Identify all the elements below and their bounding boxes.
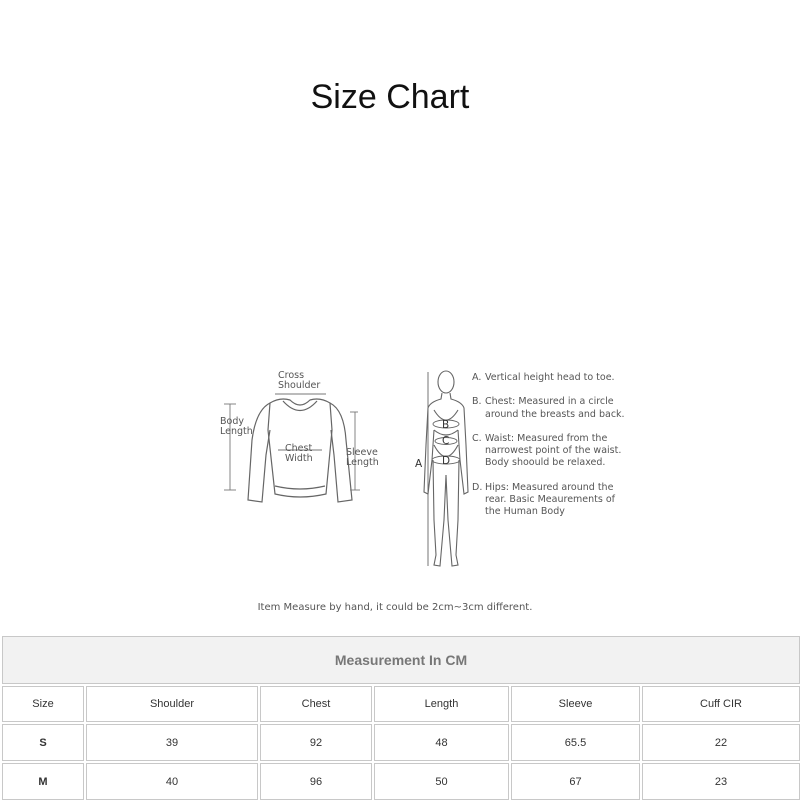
cross-shoulder-label-2: Shoulder xyxy=(278,380,321,391)
chest-width-label-1: Chest xyxy=(285,443,313,454)
sleeve-length-label-2: Length xyxy=(346,457,379,468)
definition-b xyxy=(472,396,632,421)
cell-chest: 96 xyxy=(260,763,372,800)
cell-length: 50 xyxy=(374,763,509,800)
chest-width-label-2: Width xyxy=(285,453,313,464)
page-title: Size Chart xyxy=(310,78,470,116)
letter-b: B xyxy=(442,419,450,431)
definition-text: Chest: Measured in a circle around the breasts and back. xyxy=(485,396,625,420)
cell-shoulder: 39 xyxy=(86,724,258,761)
definition-text: Vertical height head to toe. xyxy=(485,372,615,383)
cell-sleeve: 65.5 xyxy=(511,724,640,761)
measure-note: Item Measure by hand, it could be 2cm~3cm different. xyxy=(257,602,533,613)
cell-cuff-cir: 23 xyxy=(642,763,800,800)
table-row xyxy=(2,763,800,800)
header-sleeve: Sleeve xyxy=(511,686,640,722)
definition-c xyxy=(472,433,632,470)
table-row xyxy=(2,724,800,761)
definition-a xyxy=(472,372,632,384)
cell-cuff-cir: 22 xyxy=(642,724,800,761)
cell-length: 48 xyxy=(374,724,509,761)
cell-size: S xyxy=(2,724,84,761)
cell-size: M xyxy=(2,763,84,800)
definition-letter: D. xyxy=(472,481,483,493)
letter-d: D xyxy=(442,455,451,467)
definition-text: Hips: Measured around the rear. Basic Meaurements of the Human Body xyxy=(485,481,616,518)
header-length: Length xyxy=(374,686,509,722)
definition-letter: B. xyxy=(472,396,482,408)
cross-shoulder-label-1: Cross xyxy=(278,370,305,381)
body-length-label-2: Length xyxy=(220,426,253,437)
header-cuff-cir: Cuff CIR xyxy=(642,686,800,722)
cell-sleeve: 67 xyxy=(511,763,640,800)
cell-shoulder: 40 xyxy=(86,763,258,800)
definition-text: Waist: Measured from the narrowest point of the waist. Body shoould be relaxed. xyxy=(485,432,622,469)
definition-letter: A. xyxy=(472,372,482,383)
header-chest: Chest xyxy=(260,686,372,722)
letter-c: C xyxy=(442,435,450,447)
table-caption: Measurement In CM xyxy=(2,636,800,684)
body-length-label-1: Body xyxy=(220,416,244,427)
measurement-definitions xyxy=(472,372,632,531)
letter-a: A xyxy=(415,458,423,470)
header-size: Size xyxy=(2,686,84,722)
table-caption-row xyxy=(2,636,800,684)
cell-chest: 92 xyxy=(260,724,372,761)
header-shoulder: Shoulder xyxy=(86,686,258,722)
definition-d xyxy=(472,482,632,519)
human-figure xyxy=(424,371,468,566)
table-header-row xyxy=(2,686,800,722)
sleeve-length-label-1: Sleeve xyxy=(346,447,378,458)
size-table xyxy=(0,634,800,802)
definition-letter: C. xyxy=(472,432,482,444)
